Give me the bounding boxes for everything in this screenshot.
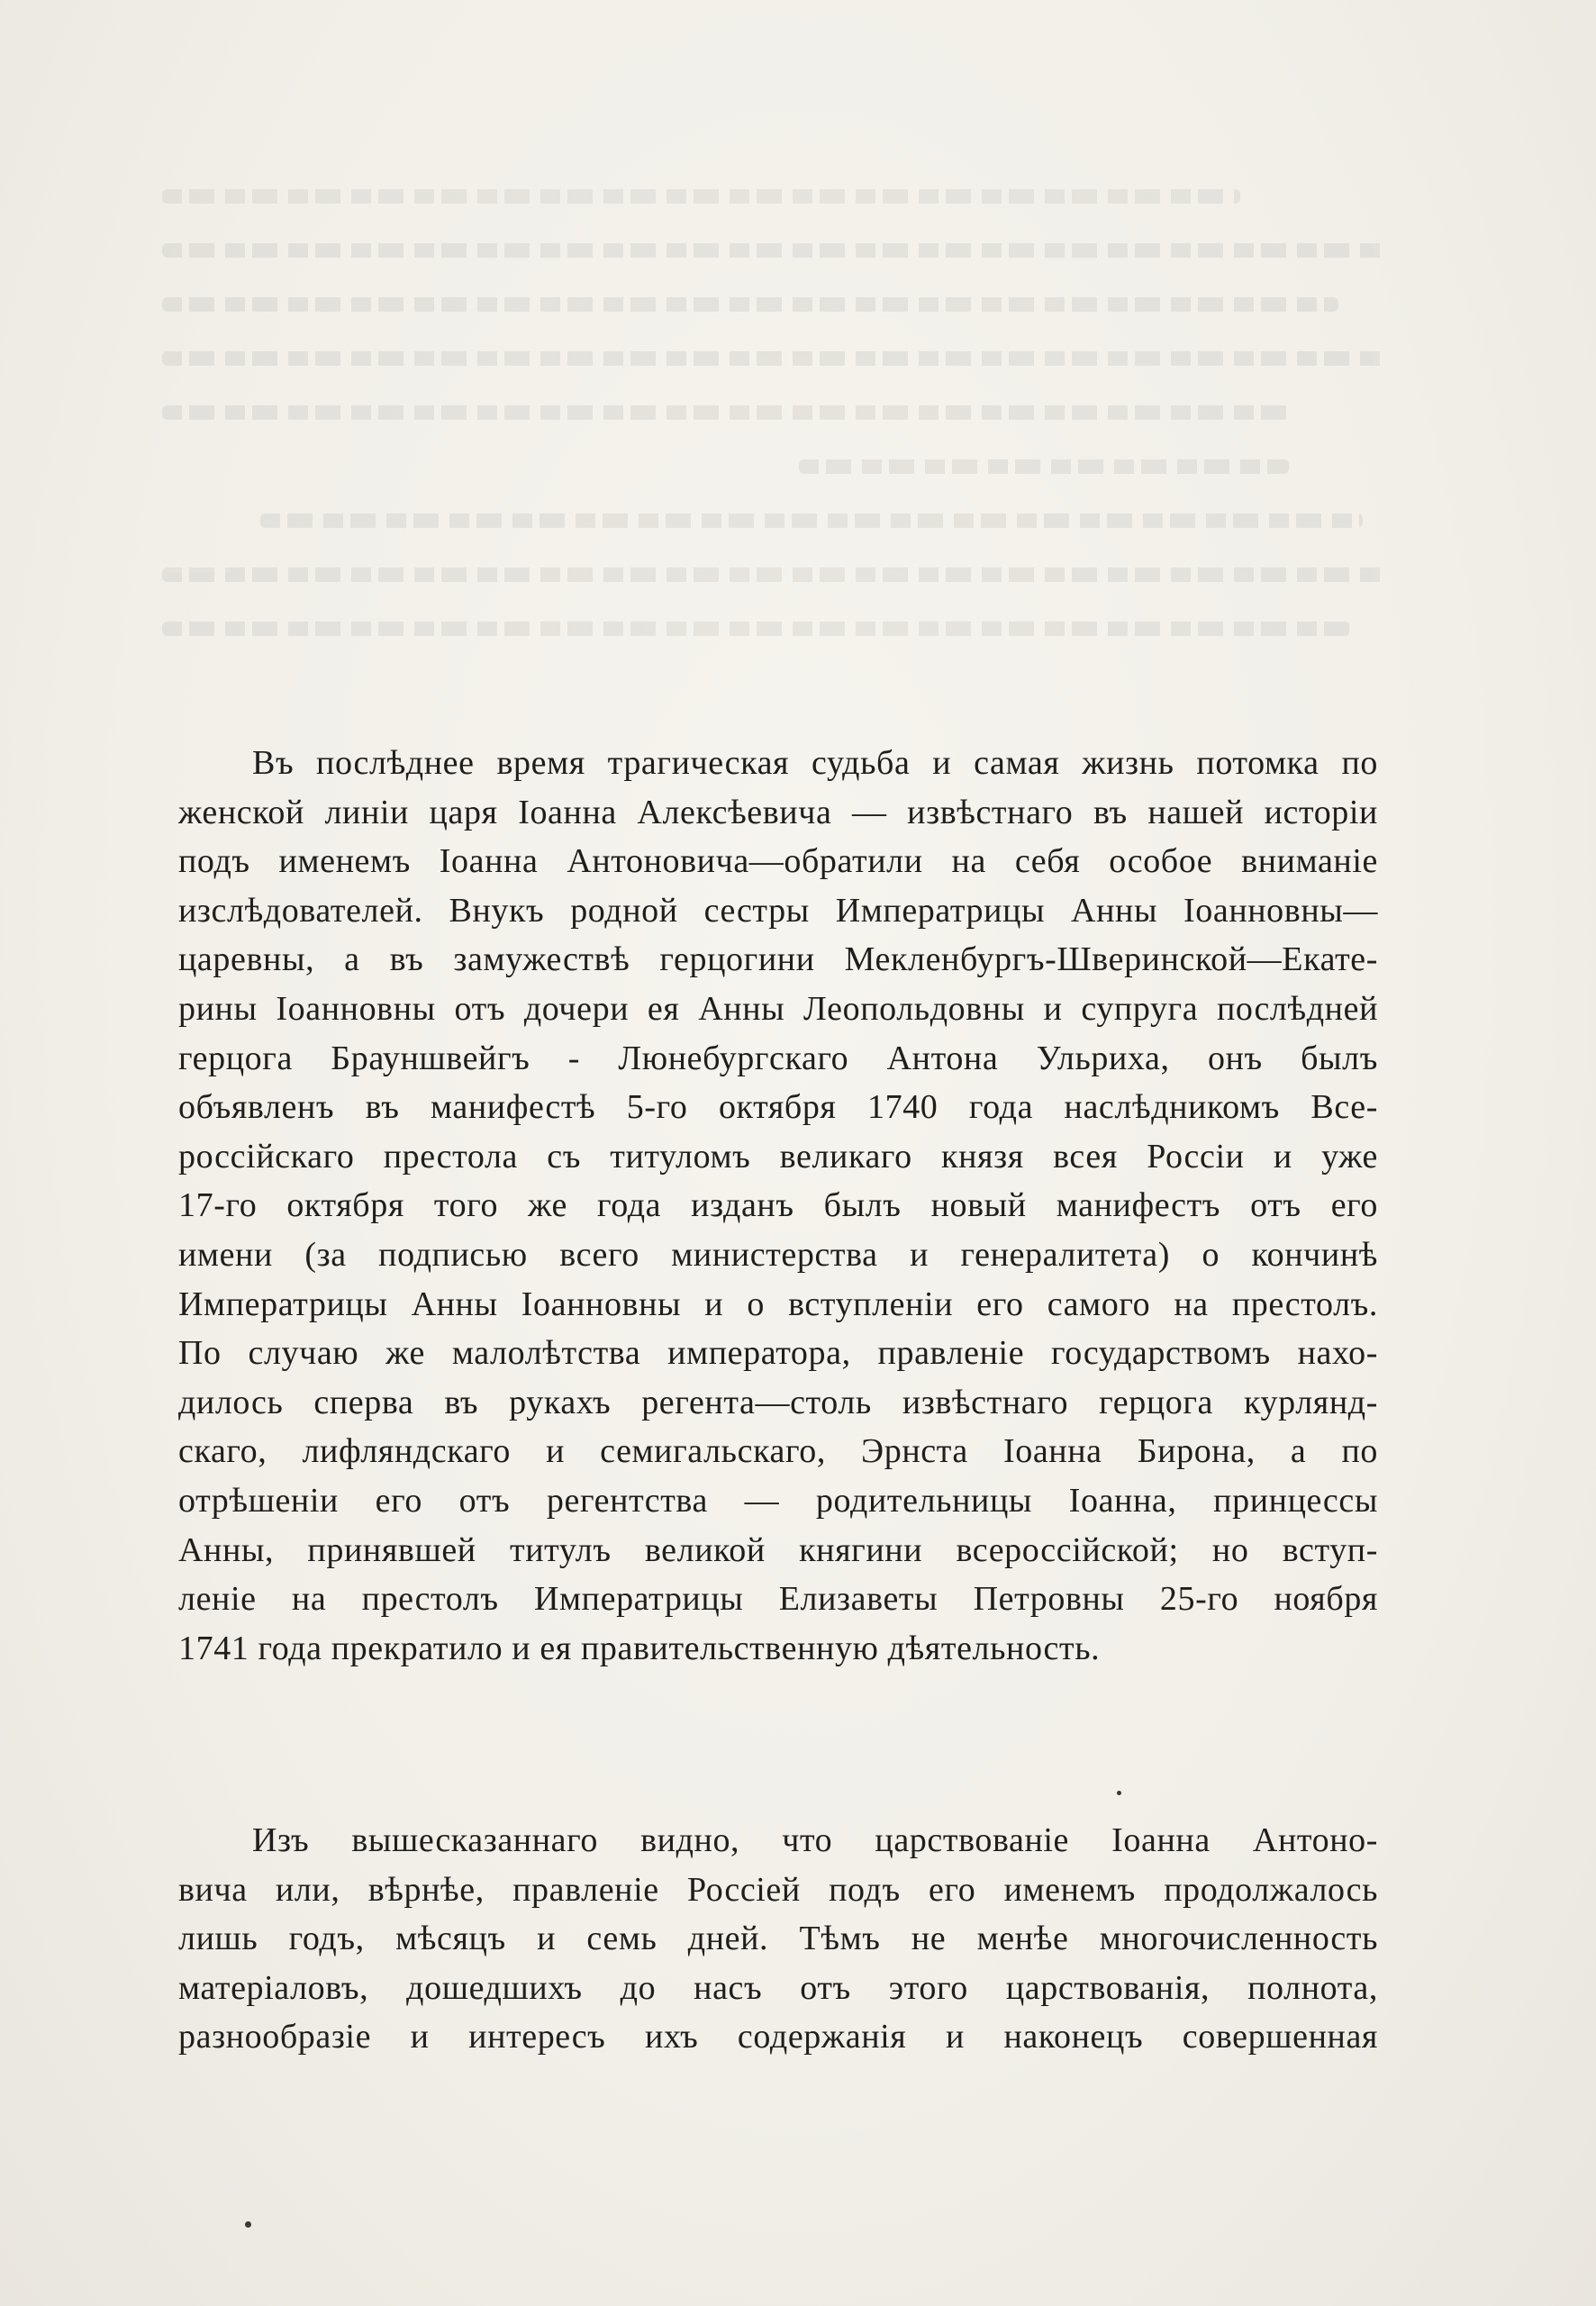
text-line: леніе на престолъ Императрицы Елизаветы Петровны 25-го ноября — [178, 1580, 1378, 1619]
text-line: Изъ вышесказаннаго видно, что царствованіе Іоанна Антоно- — [252, 1821, 1378, 1859]
text-line: Анны, принявшей титулъ великой княгини всероссійской; но вступ- — [178, 1530, 1378, 1569]
text-line: разнообразіе и интересъ ихъ содержанія и наконецъ совершенная — [178, 2018, 1378, 2056]
show-through-text — [162, 189, 1387, 730]
text-line: Императрицы Анны Іоанновны и о вступленіи его самого на престолъ. — [178, 1285, 1378, 1323]
text-line: женской линіи царя Іоанна Алексѣевича — извѣстнаго въ нашей исторіи — [178, 793, 1378, 831]
paragraph-1-text — [178, 739, 1378, 1673]
text-line: По случаю же малолѣтства императора, правленіе государствомъ нахо- — [178, 1334, 1378, 1373]
ink-speck — [245, 2221, 251, 2228]
paragraph-2-text — [178, 1816, 1378, 2062]
text-line: объявленъ въ манифестѣ 5-го октября 1740 года наслѣдникомъ Все- — [178, 1088, 1378, 1127]
ink-speck — [1117, 1791, 1121, 1795]
paragraph-2 — [178, 1816, 1378, 2062]
text-line: рины Іоанновны отъ дочери ея Анны Леопольдовны и супруга послѣдней — [178, 989, 1378, 1028]
text-line: 17-го октября того же года изданъ былъ новый манифестъ отъ его — [178, 1186, 1378, 1225]
text-line: россійскаго престола съ титуломъ великаго князя всея Россіи и уже — [178, 1137, 1378, 1176]
paragraph-1 — [178, 739, 1378, 1673]
text-line: царевны, а въ замужествѣ герцогини Мекленбургъ-Шверинской—Екате- — [178, 940, 1378, 979]
text-line: герцога Брауншвейгъ - Люнебургскаго Антона Ульриха, онъ былъ — [178, 1039, 1378, 1077]
text-line: вича или, вѣрнѣе, правленіе Россіей подъ его именемъ продолжалось — [178, 1870, 1378, 1909]
text-line: матеріаловъ, дошедшихъ до насъ отъ этого царствованія, полнота, — [178, 1968, 1378, 2007]
text-line: изслѣдователей. Внукъ родной сестры Императрицы Анны Іоанновны— — [178, 891, 1378, 930]
text-line: 1741 года прекратило и ея правительственную дѣятельность. — [178, 1629, 1101, 1667]
text-line: лишь годъ, мѣсяцъ и семь дней. Тѣмъ не менѣе многочисленность — [178, 1920, 1378, 1958]
text-line: отрѣшеніи его отъ регентства — родительницы Іоанна, принцессы — [178, 1481, 1378, 1520]
text-line: Въ послѣднее время трагическая судьба и самая жизнь потомка по — [252, 744, 1378, 782]
text-line: скаго, лифляндскаго и семигальскаго, Эрнста Іоанна Бирона, а по — [178, 1432, 1378, 1471]
text-line: имени (за подписью всего министерства и генералитета) о кончинѣ — [178, 1235, 1378, 1274]
text-line: дилось сперва въ рукахъ регента—столь извѣстнаго герцога курлянд- — [178, 1383, 1378, 1421]
text-line: подъ именемъ Іоанна Антоновича—обратили на себя особое вниманіе — [178, 842, 1378, 881]
